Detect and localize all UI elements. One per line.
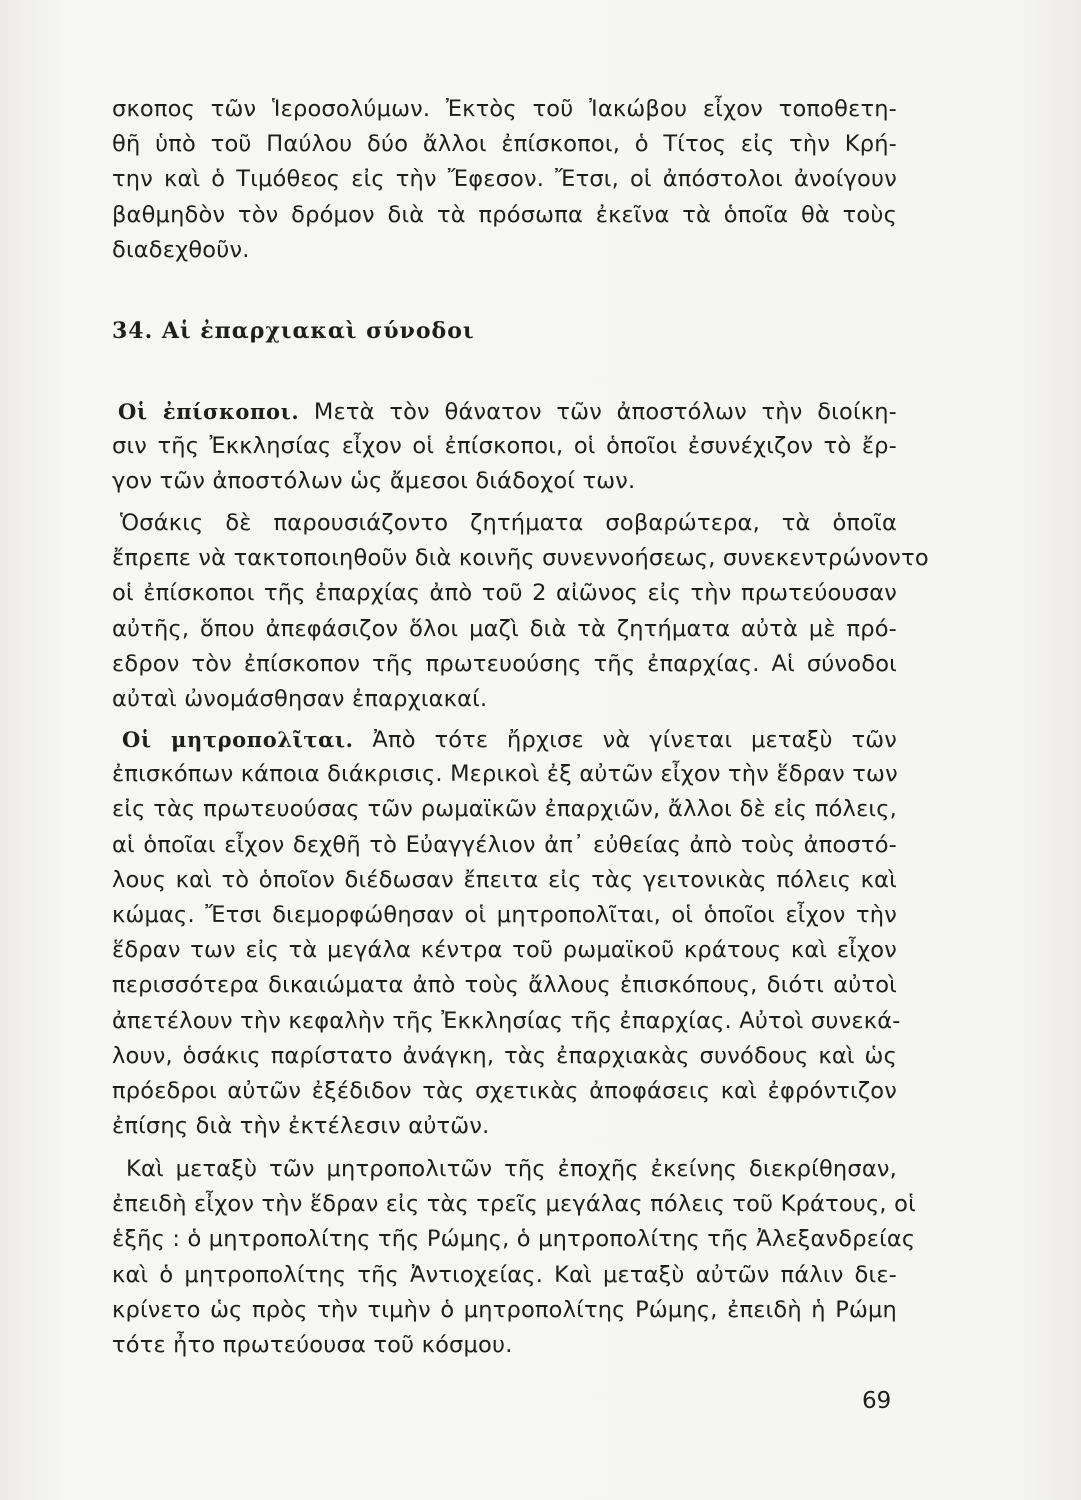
text-line: Ὁσάκις δὲ παρουσιάζοντο ζητήματα σοβαρώτερα, τὰ ὁποῖα <box>120 510 897 536</box>
text-line: αἱ ὁποῖαι εἶχον δεχθῆ τὸ Εὐαγγέλιον ἀπ᾿ εὐθείας ἀπὸ τοὺς ἀποστό- <box>112 831 897 858</box>
text-line: ἐπειδὴ εἶχον τὴν ἕδραν εἰς τὰς τρεῖς μεγάλας πόλεις τοῦ Κράτους, οἱ <box>112 1191 916 1218</box>
text-line: λους καὶ τὸ ὁποῖον διέδωσαν ἔπειτα εἰς τὰς γειτονικὰς πόλεις καὶ <box>112 866 897 893</box>
text-line: Καὶ μεταξὺ τῶν μητροπολιτῶν τῆς ἐποχῆς ἐκείνης διεκρίθησαν, <box>126 1156 897 1182</box>
text-line: ἑξῆς : ὁ μητροπολίτης τῆς Ρώμης, ὁ μητροπολίτης τῆς Ἀλεξανδρείας <box>112 1226 916 1253</box>
text-line: περισσότερα δικαιώματα ἀπὸ τοὺς ἄλλους ἐπισκόπους, διότι αὐτοὶ <box>112 972 897 999</box>
text-line: πρόεδροι αὐτῶν ἐξέδιδον τὰς σχετικὰς ἀποφάσεις καὶ ἐφρόντιζον <box>112 1077 897 1104</box>
text-line <box>112 394 897 429</box>
text-line: καὶ ὁ μητροπολίτης τῆς Ἀντιοχείας. Καὶ μεταξὺ αὐτῶν πάλιν διε- <box>112 1261 897 1288</box>
text-line: αὐταὶ ὠνομάσθησαν ἐπαρχιακαί. <box>112 685 488 712</box>
metropolitans-lead: Οἱ μητροπολῖται. <box>122 727 354 752</box>
text-line: σιν τῆς Ἐκκλησίας εἶχον οἱ ἐπίσκοποι, οἱ ὁποῖοι ἐσυνέχιζον τὸ ἔρ- <box>112 433 897 460</box>
text-line: ἔπρεπε νὰ τακτοποιηθοῦν διὰ κοινῆς συνεννοήσεως, συνεκεντρώνοντο <box>112 545 929 572</box>
text-line: την καὶ ὁ Τιμόθεος εἰς τὴν Ἔφεσον. Ἔτσι, οἱ ἀπόστολοι ἀνοίγουν <box>112 166 897 193</box>
text-line: διαδεχθοῦν. <box>112 236 250 263</box>
text-fragment: Μετὰ τὸν θάνατον τῶν ἀποστόλων τὴν διοίκη- <box>299 399 897 425</box>
bishops-lead: Οἱ ἐπίσκοποι. <box>118 399 300 424</box>
text-fragment: Ἀπὸ τότε ἤρχισε νὰ γίνεται μεταξὺ τῶν <box>353 727 898 753</box>
text-line <box>112 722 897 757</box>
synods-paragraph <box>112 506 929 717</box>
bishops-paragraph <box>112 394 897 500</box>
text-line: ἀπετέλουν τὴν κεφαλὴν τῆς Ἐκκλησίας τῆς ἐπαρχίας. Αὐτοὶ συνεκά- <box>112 1007 901 1034</box>
text-line: λουν, ὁσάκις παρίστατο ἀνάγκη, τὰς ἐπαρχιακὰς συνόδους καὶ ὡς <box>112 1042 897 1069</box>
text-line: εδρον τὸν ἐπίσκοπον τῆς πρωτευούσης τῆς ἐπαρχίας. Αἱ σύνοδοι <box>112 650 897 677</box>
text-line: ἕδραν των εἰς τὰ μεγάλα κέντρα τοῦ ρωμαϊκοῦ κράτους καὶ εἶχον <box>112 937 897 964</box>
text-line: ἐπισκόπων κάποια διάκρισις. Μερικοὶ ἐξ αὐτῶν εἶχον τὴν ἕδραν των <box>112 761 898 788</box>
text-line: ἐπίσης διὰ τὴν ἐκτέλεσιν αὐτῶν. <box>112 1113 490 1140</box>
text-line: εἰς τὰς πρωτευούσας τῶν ρωμαϊκῶν ἐπαρχιῶν, ἄλλοι δὲ εἰς πόλεις, <box>112 796 897 823</box>
text-line: οἱ ἐπίσκοποι τῆς ἐπαρχίας ἀπὸ τοῦ 2 αἰῶνος εἰς τὴν πρωτεύουσαν <box>112 580 897 607</box>
text-line: κώμας. Ἔτσι διεμορφώθησαν οἱ μητροπολῖται, οἱ ὁποῖοι εἶχον τὴν <box>112 901 897 928</box>
text-line: τότε ἦτο πρωτεύουσα τοῦ κόσμου. <box>112 1331 513 1358</box>
continuation-paragraph <box>112 92 897 268</box>
text-line: βαθμηδὸν τὸν δρόμον διὰ τὰ πρόσωπα ἐκεῖνα τὰ ὁποῖα θὰ τοὺς <box>112 201 897 228</box>
distinction-paragraph <box>112 1152 916 1363</box>
text-line: γον τῶν ἀποστόλων ὡς ἄμεσοι διάδοχοί των. <box>112 468 636 495</box>
page-number: 69 <box>862 1388 892 1414</box>
text-line: θῆ ὑπὸ τοῦ Παύλου δύο ἄλλοι ἐπίσκοποι, ὁ Τίτος εἰς τὴν Κρή- <box>112 131 897 158</box>
metropolitans-paragraph <box>112 722 901 1144</box>
section-heading: 34. Αἱ ἐπαρχιακαὶ σύνοδοι <box>112 318 475 344</box>
text-line: σκοπος τῶν Ἱεροσολύμων. Ἐκτὸς τοῦ Ἰακώβου εἶχον τοποθετη- <box>112 96 897 122</box>
text-line: αὐτῆς, ὅπου ἀπεφάσιζον ὅλοι μαζὶ διὰ τὰ ζητήματα αὐτὰ μὲ πρό- <box>112 615 897 642</box>
text-line: κρίνετο ὡς πρὸς τὴν τιμὴν ὁ μητροπολίτης Ρώμης, ἐπειδὴ ἡ Ρώμη <box>112 1296 897 1323</box>
